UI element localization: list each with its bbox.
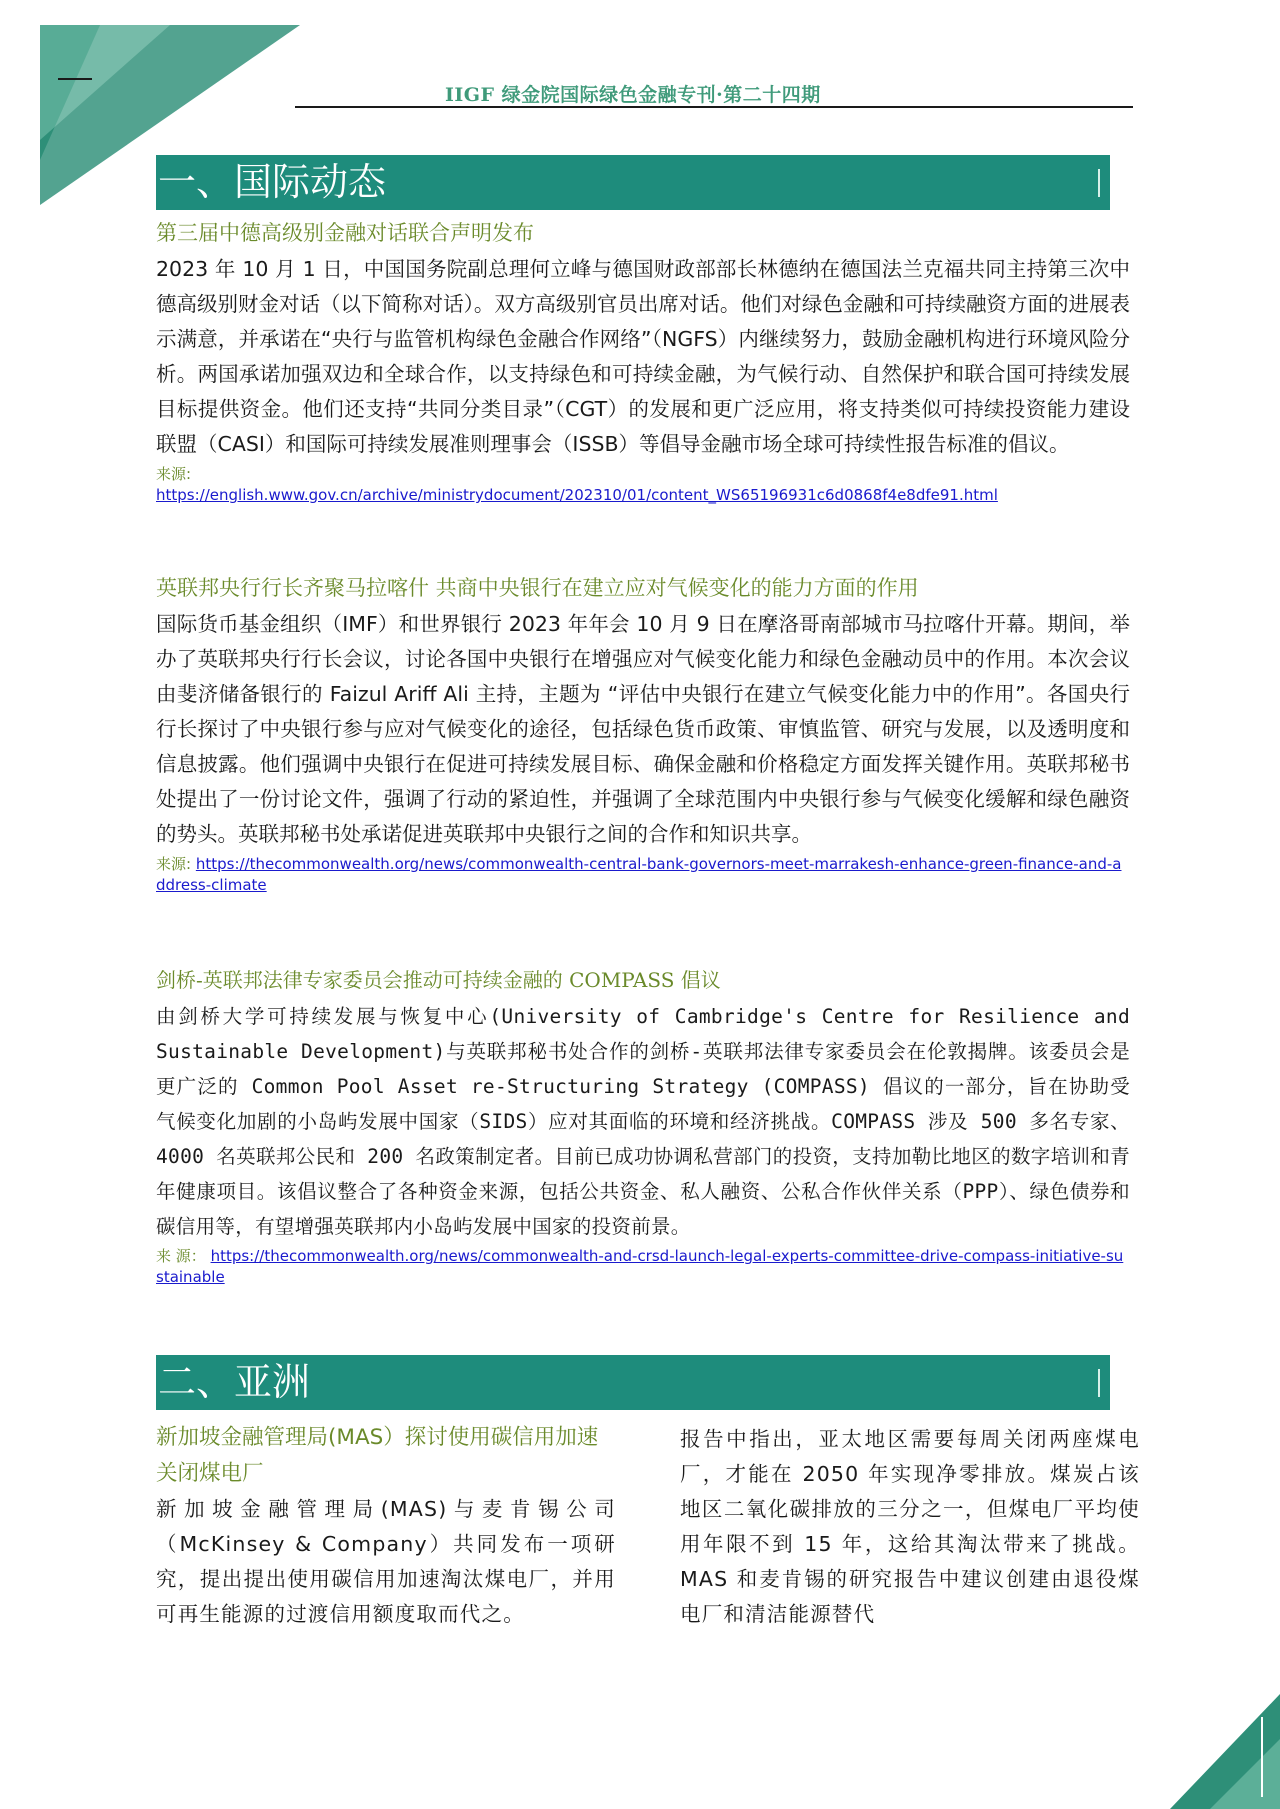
article-body: 国际货币基金组织（IMF）和世界银行 2023 年年会 10 月 9 日在摩洛哥南部城市马拉喀什开幕。期间，举办了英联邦央行行长会议，讨论各国中央银行在增强应对气候变化能力和绿色金融动员中的作用。本次会议由斐济储备银行的 Faizul Ariff Ali 主持，主题为 “评估中央银行在建立气候变化能力中的作用”。各国央行行长探讨了中央银行参与应对气候变化的途径，包括绿色货币政策、审慎监管、研究与发展，以及透明度和信息披露。他们强调中央银行在促进可持续发展目标、确保金融和价格稳定方面发挥关键作用。英联邦秘书处提出了一份讨论文件，强调了行动的紧迫性，并强调了全球范围内中央银行参与气候变化缓解和绿色融资的势头。英联邦秘书处承诺促进英联邦中央银行之间的合作和知识共享。	[156, 612, 1130, 846]
article-source	[156, 1246, 1130, 1288]
section-heading-text: 二、亚洲	[158, 1360, 311, 1404]
running-header-title: IIGF 绿金院国际绿色金融专刊·第二十四期	[445, 84, 821, 106]
source-label: 来源:	[156, 855, 192, 873]
corner-decoration-bottom-right	[1160, 1679, 1280, 1809]
section-bar-tick	[1098, 169, 1100, 197]
section-heading-text: 一、国际动态	[158, 160, 387, 204]
section-heading-international	[156, 155, 1110, 210]
article-title: 剑桥-英联邦法律专家委员会推动可持续金融的 COMPASS 倡议	[156, 968, 721, 992]
article-title: 新加坡金融管理局(MAS）探讨使用碳信用加速关闭煤电厂	[156, 1425, 599, 1486]
section-bar-tick	[1098, 1369, 1100, 1397]
article-title: 英联邦央行行长齐聚马拉喀什 共商中央银行在建立应对气候变化的能力方面的作用	[156, 576, 919, 600]
source-label: 来 源：	[156, 1247, 206, 1265]
article-commonwealth-central-banks	[156, 573, 1130, 896]
article-mas-coal-right-column	[680, 1422, 1140, 1632]
article-body: 2023 年 10 月 1 日，中国国务院副总理何立峰与德国财政部部长林德纳在德国法兰克福共同主持第三次中德高级别财金对话（以下简称对话）。双方高级别官员出席对话。他们对绿色金融和可持续融资方面的进展表示满意，并承诺在“央行与监管机构绿色金融合作网络”（NGFS）内继续努力，鼓励金融机构进行环境风险分析。两国承诺加强双边和全球合作，以支持绿色和可持续金融，为气候行动、自然保护和联合国可持续发展目标提供资金。他们还支持“共同分类目录”（CGT）的发展和更广泛应用，将支持类似可持续投资能力建设联盟（CASI）和国际可持续发展准则理事会（ISSB）等倡导金融市场全球可持续性报告标准的倡议。	[156, 257, 1130, 456]
article-sino-german-dialogue	[156, 218, 1130, 506]
article-mas-coal-left-column	[156, 1420, 616, 1632]
source-link[interactable]: https://english.www.gov.cn/archive/ministrydocument/202310/01/content_WS65196931c6d0868f4e8dfe91.html	[156, 486, 998, 504]
header-rule	[295, 106, 1133, 108]
article-body: 由剑桥大学可持续发展与恢复中心(University of Cambridge's Centre for Resilience and Sustainable Development)与英联邦秘书处合作的剑桥-英联邦法律专家委员会在伦敦揭牌。该委员会是更广泛的 Common Pool Asset re-Structuring Strategy (COMPASS) 倡议的一部分，旨在协助受气候变化加剧的小岛屿发展中国家（SIDS）应对其面临的环境和经济挑战。COMPASS 涉及 500 多名专家、4000 名英联邦公民和 200 名政策制定者。目前已成功协调私营部门的投资，支持加勒比地区的数字培训和青年健康项目。该倡议整合了各种资金来源，包括公共资金、私人融资、公私合作伙伴关系（PPP）、绿色债券和碳信用等，有望增强英联邦内小岛屿发展中国家的投资前景。	[156, 1005, 1130, 1238]
article-compass-initiative	[156, 965, 1130, 1288]
source-label: 来源:	[156, 465, 192, 483]
section-heading-asia	[156, 1355, 1110, 1410]
source-link[interactable]: https://thecommonwealth.org/news/commonwealth-central-bank-governors-meet-marrakesh-enhance-green-finance-and-address-climate	[156, 855, 1122, 894]
article-source	[156, 464, 1130, 506]
source-link[interactable]: https://thecommonwealth.org/news/commonwealth-and-crsd-launch-legal-experts-committee-drive-compass-initiative-sustainable	[156, 1247, 1124, 1286]
article-body-right: 报告中指出，亚太地区需要每周关闭两座煤电厂，才能在 2050 年实现净零排放。煤炭占该地区二氧化碳排放的三分之一，但煤电厂平均使用年限不到 15 年，这给其淘汰带来了挑战。MAS 和麦肯锡的研究报告中建议创建由退役煤电厂和清洁能源替代	[680, 1427, 1140, 1626]
article-source	[156, 854, 1130, 896]
article-body-left: 新加坡金融管理局(MAS)与麦肯锡公司（McKinsey & Company）共同发布一项研究，提出提出使用碳信用加速淘汰煤电厂，并用可再生能源的过渡信用额度取而代之。	[156, 1497, 616, 1626]
article-title: 第三届中德高级别金融对话联合声明发布	[156, 221, 534, 245]
